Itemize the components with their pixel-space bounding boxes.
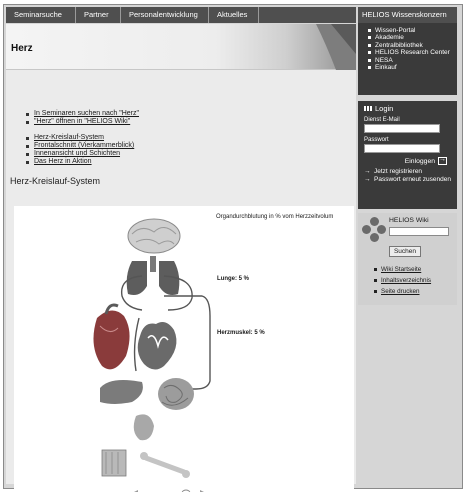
login-icon [364, 106, 372, 111]
sidebar-item-akademie[interactable]: Akademie [368, 34, 451, 41]
email-label: Dienst E-Mail [364, 117, 400, 123]
link-frontalschnitt[interactable]: Frontalschnitt (Vierkammerblick) [26, 142, 356, 150]
tab-aktuelles[interactable]: Aktuelles [209, 7, 259, 23]
brain-icon [128, 219, 180, 253]
wiki-link-inhaltsverzeichnis[interactable]: Inhaltsverzeichnis [374, 275, 453, 286]
portal-links [358, 23, 457, 95]
top-navigation [6, 7, 356, 23]
wiki-panel [358, 213, 457, 305]
login-title: Login [375, 104, 394, 113]
password-label: Passwort [364, 137, 389, 143]
section-title: Herz-Kreislauf-System [10, 176, 101, 186]
circulation-figure [14, 206, 354, 492]
topic-links [6, 110, 356, 166]
label-herzmuskel: Herzmuskel: 5 % [217, 330, 265, 336]
email-field[interactable] [364, 124, 440, 133]
wiki-logo-icon [362, 217, 386, 243]
muscle-tissue-icon [102, 450, 126, 476]
intestines-icon [158, 378, 194, 410]
lungs-icon [127, 256, 180, 295]
password-field[interactable] [364, 144, 440, 153]
arrow-right-icon [438, 157, 447, 165]
tab-seminarsuche[interactable]: Seminarsuche [6, 7, 76, 23]
link-herz-in-aktion[interactable]: Das Herz in Aktion [26, 158, 356, 166]
sidebar-item-nesa[interactable]: NESA [368, 57, 451, 64]
tab-partner[interactable]: Partner [76, 7, 121, 23]
wiki-search-button[interactable]: Suchen [389, 246, 421, 257]
login-panel [358, 101, 457, 209]
page-header [6, 24, 356, 70]
heart-icon [93, 305, 129, 369]
tab-personalentwicklung[interactable]: Personalentwicklung [121, 7, 209, 23]
wiki-link-drucken[interactable]: Seite drucken [374, 286, 453, 297]
liver-icon [100, 380, 143, 404]
page-title: Herz [11, 43, 33, 54]
sidebar-title: HELIOS Wissenskonzern [358, 7, 457, 23]
wiki-title: HELIOS Wiki [389, 217, 429, 224]
reset-password-link[interactable]: → Passwort erneut zusenden [364, 175, 451, 183]
arrow-icon: → [364, 175, 371, 183]
header-decoration-icon [296, 24, 356, 70]
arrow-icon: → [364, 168, 371, 175]
organ-diagram-icon [14, 206, 354, 492]
sidebar-item-einkauf[interactable]: Einkauf [368, 64, 451, 71]
wiki-link-startseite[interactable]: Wiki Startseite [374, 264, 453, 275]
sidebar-item-research-center[interactable]: HELIOS Research Center [368, 49, 451, 56]
heart-section-icon [138, 322, 177, 370]
login-button[interactable] [364, 157, 451, 165]
wiki-search-input[interactable] [389, 227, 449, 236]
label-lunge: Lunge: 5 % [217, 276, 250, 282]
kidney-icon [134, 414, 154, 440]
login-button-label: Einloggen [404, 157, 435, 165]
right-sidebar [358, 7, 457, 486]
sidebar-item-zentralbibliothek[interactable]: Zentralbibliothek [368, 42, 451, 49]
sidebar-item-wissen-portal[interactable]: Wissen-Portal [368, 27, 451, 34]
link-open-wiki[interactable]: "Herz" öffnen in "HELIOS Wiki" [26, 118, 356, 126]
register-link[interactable]: → Jetzt registrieren [364, 168, 423, 175]
link-herz-kreislauf[interactable]: Herz-Kreislauf-System [26, 134, 356, 142]
main-content [6, 24, 356, 484]
link-search-seminars[interactable]: In Seminaren suchen nach "Herz" [26, 110, 356, 118]
bone-icon [140, 452, 190, 478]
figure-heading: Organdurchblutung in % vom Herzzeitvolum [216, 214, 334, 220]
link-innenansicht[interactable]: Innenansicht und Schichten [26, 150, 356, 158]
